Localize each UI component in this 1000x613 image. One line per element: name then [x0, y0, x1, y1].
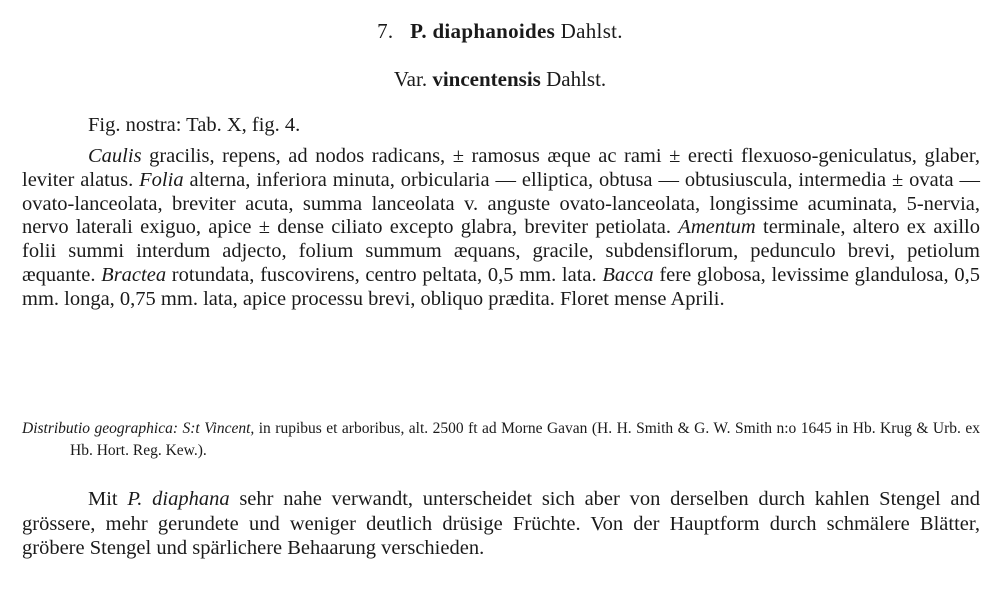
variety-author: Dahlst.	[546, 67, 607, 91]
distribution-text: in rupibus et arboribus, alt. 2500 ft ad Morne Gavan (H. H. Smith & G. W. Smith n:o 1645 in Hb. Krug & Urb. ex Hb. Hort. Reg. Kew.).	[70, 420, 980, 459]
distribution-paragraph	[22, 418, 980, 462]
caulis-term: Caulis	[88, 145, 142, 167]
distribution-label: Distributio geographica:	[22, 420, 179, 437]
species-name: P. diaphanoides	[410, 19, 556, 43]
note-text-1: Mit	[88, 488, 128, 510]
folia-term: Folia	[139, 168, 184, 191]
bractea-term: Bractea	[101, 263, 167, 286]
bacca-term: Bacca	[602, 263, 654, 286]
caulis-text: gracilis, repens, ad nodos radicans, ± ramosus æque ac rami ± erecti flexuoso-geniculatus, glaber, leviter alatus.	[22, 145, 980, 191]
amentum-term: Amentum	[678, 216, 756, 239]
description-paragraph	[22, 145, 980, 312]
variety-name: vincentensis	[432, 67, 541, 91]
distribution-locality: S:t Vincent,	[182, 420, 255, 437]
bacca-text: fere globosa, levissime glandulosa, 0,5 mm. longa, 0,75 mm. lata, apice processu brevi, obliquo prædita. Floret mense Aprili.	[22, 263, 980, 310]
species-number: 7.	[377, 19, 394, 43]
variety-prefix: Var.	[393, 67, 428, 91]
amentum-text: terminale, altero ex axillo folii summi interdum adjecto, folium summum æquans, gracile, subdensiflorum, pedunculo brevi, petiolum æquante.	[22, 216, 981, 286]
variety-heading	[0, 67, 1000, 91]
species-heading	[0, 19, 1000, 43]
note-paragraph	[22, 487, 980, 561]
species-author: Dahlst.	[560, 19, 623, 43]
note-text-2: sehr nahe verwandt, unterscheidet sich aber von derselben durch kahlen Stengel and grössere, mehr gerundete und weniger deutlich drüsige Früchte. Von der Hauptform durch schmälere Blätter, gröbere Stengel und spärlichere Behaarung verschieden.	[22, 488, 981, 559]
note-species: P. diaphana	[127, 488, 230, 510]
figure-reference: Fig. nostra: Tab. X, fig. 4.	[88, 114, 301, 136]
folia-text: alterna, inferiora minuta, orbicularia — elliptica, obtusa — obtusiuscula, intermedia ± ovata — ovato-lanceolata, breviter acuta, summa lanceolata v. anguste ovato-lanceolata, longissime acuminata, 5-nervia, nervo laterali exiguo, apice ± dense ciliato excepto glabra, breviter petiolata.	[22, 168, 980, 239]
bractea-text: rotundata, fuscovirens, centro peltata, 0,5 mm. lata.	[166, 263, 603, 286]
